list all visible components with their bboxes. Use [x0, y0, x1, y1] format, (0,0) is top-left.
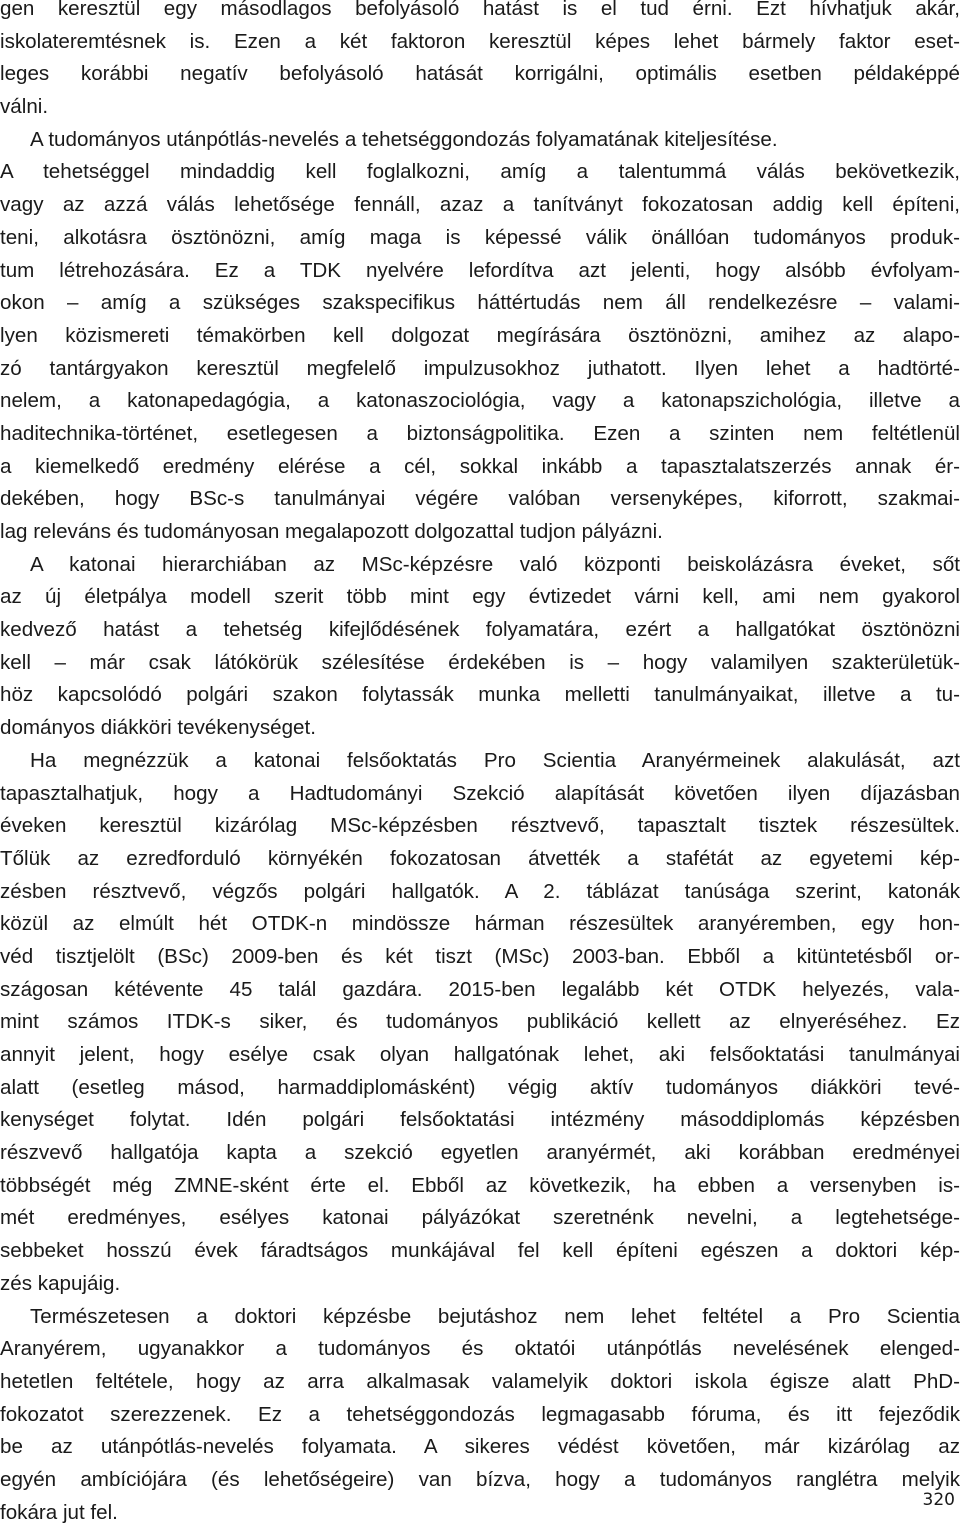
text-line: höz kapcsolódó polgári szakon folytassák munka melletti tanulmányaikat, illetve a tu- [0, 683, 960, 707]
section-heading: A tudományos utánpótlás-nevelés a tehetséggondozás folyamatának kiteljesítése. [30, 127, 778, 151]
text-line: Tőlük az ezredforduló környékén fokozatosan átvették a stafétát az egyetemi kép- [0, 846, 960, 870]
text-line: kedvező hatást a tehetség kifejlődésének folyamatára, ezért a hallgatókat ösztönözni [0, 618, 960, 642]
text-line: zés kapujáig. [0, 1271, 121, 1295]
text-line: vagy az azzá válás lehetősége fennáll, azaz a tanítványt fokozatosan addig kell építeni, [0, 193, 960, 217]
text-line: fokozatot szerezzenek. Ez a tehetséggondozás legmagasabb fóruma, és itt fejeződik [0, 1402, 960, 1426]
text-line: az új életpálya modell szerit több mint egy évtizedet várni kell, ami nem gyakorol [0, 585, 960, 609]
text-line: a kiemelkedő eredmény elérése a cél, sokkal inkább a tapasztalatszerzés annak ér- [0, 454, 960, 478]
page-number: 320 [922, 1490, 955, 1510]
text-line: zésben résztvevő, végzős polgári hallgatók. A 2. táblázat tanúsága szerint, katonák [0, 879, 960, 903]
text-line: A tehetséggel mindaddig kell foglalkozni, amíg a talentummá válás bekövetkezik, [0, 160, 960, 184]
text-line: alatt (esetleg másod, harmaddiplomásként) végig aktív tudományos diákköri tevé- [0, 1075, 960, 1099]
text-line: iskolateremtésnek is. Ezen a két faktoron keresztül képes lehet bármely faktor eset- [0, 29, 960, 53]
paragraph-first-line: Ha megnézzük a katonai felsőoktatás Pro Scientia Aranyérmeinek alakulását, azt [30, 748, 960, 772]
text-line: szágosan kétévente 45 talál gazdára. 2015-ben legalább két OTDK helyezés, vala- [0, 977, 960, 1001]
text-line: haditechnika-történet, esetlegesen a biztonságpolitika. Ezen a szinten nem feltétlenül [0, 421, 960, 445]
text-line: éveken keresztül kizárólag MSc-képzésben résztvevő, tapasztalt tisztek részesültek. [0, 814, 960, 838]
text-line: többségét még ZMNE-sként érte el. Ebből az következik, ha ebben a versenyben is- [0, 1173, 960, 1197]
text-line: zó tantárgyakon keresztül megfelelő impulzusokhoz juthatott. Ilyen lehet a hadtörté- [0, 356, 960, 380]
text-line: kell – már csak látókörük szélesítése érdekében is – hogy valamilyen szakterületük- [0, 650, 960, 674]
text-line: lyen közismereti témakörben kell dolgozat megírására ösztönözni, amihez az alapo- [0, 323, 960, 347]
text-line: tapasztalhatjuk, hogy a Hadtudományi Szekció alapítását követően ilyen díjazásban [0, 781, 960, 805]
text-line: leges korábbi negatív befolyásoló hatását korrigálni, optimális esetben példaképpé [0, 62, 960, 86]
text-line: tum létrehozására. Ez a TDK nyelvére lefordítva azt jelenti, hogy alsóbb évfolyam- [0, 258, 960, 282]
text-line: lag releváns és tudományosan megalapozott dolgozattal tudjon pályázni. [0, 520, 663, 543]
text-line: véd tisztjelölt (BSc) 2009-ben és két tiszt (MSc) 2003-ban. Ebből a kitüntetésből or- [0, 944, 960, 968]
text-line: kenységet folytat. Idén polgári felsőoktatási intézmény másoddiplomás képzésben [0, 1108, 960, 1132]
text-line: mét eredményes, esélyes katonai pályázókat szeretnénk nevelni, a legtehetsége- [0, 1206, 960, 1230]
text-line: fokára jut fel. [0, 1500, 118, 1524]
text-line: mint számos ITDK-s siker, és tudományos publikáció kellett az elnyeréséhez. Ez [0, 1010, 960, 1034]
text-line: közül az elmúlt hét OTDK-n mindössze hárman részesültek aranyéremben, egy hon- [0, 912, 960, 936]
text-line: annyit jelent, hogy esélye csak olyan hallgatónak lehet, aki felsőoktatási tanulmányai [0, 1043, 960, 1066]
text-line: egyén ambíciójára (és lehetőségeire) van bízva, hogy a tudományos ranglétra melyik [0, 1467, 960, 1491]
text-line: nelem, a katonapedagógia, a katonaszociológia, vagy a katonapszichológia, illetve a [0, 389, 960, 413]
text-line: válni. [0, 95, 49, 119]
text-line: sebbeket hosszú évek fáradtságos munkájával fel kell építeni egészen a doktori kép- [0, 1239, 960, 1263]
paragraph-first-line: Természetesen a doktori képzésbe bejutáshoz nem lehet feltétel a Pro Scientia [30, 1304, 960, 1328]
text-line: gen keresztül egy másodlagos befolyásoló hatást is el tud érni. Ezt hívhatjuk akár, [0, 0, 960, 20]
text-line: be az utánpótlás-nevelés folyamata. A sikeres védést követően, már kizárólag az [0, 1435, 960, 1459]
text-line: Aranyérem, ugyanakkor a tudományos és oktatói utánpótlás nevelésének elenged- [0, 1337, 960, 1361]
paragraph-first-line: A katonai hierarchiában az MSc-képzésre való központi beiskolázásra éveket, sőt [30, 552, 960, 576]
text-line: részvevő hallgatója kapta a szekció egyetlen aranyérmét, aki korábban eredményei [0, 1141, 960, 1165]
text-line: hetetlen feltétele, hogy az arra alkalmasak valamelyik doktori iskola égisze alatt PhD- [0, 1369, 960, 1393]
text-line: dekében, hogy BSc-s tanulmányai végére valóban versenyképes, kiforrott, szakmai- [0, 487, 960, 511]
text-line: teni, alkotásra ösztönözni, amíg maga is képessé válik önállóan tudományos produk- [0, 225, 960, 249]
text-line: okon – amíg a szükséges szakspecifikus háttértudás nem áll rendelkezésre – valami- [0, 291, 960, 315]
text-line: dományos diákköri tevékenységet. [0, 716, 316, 740]
